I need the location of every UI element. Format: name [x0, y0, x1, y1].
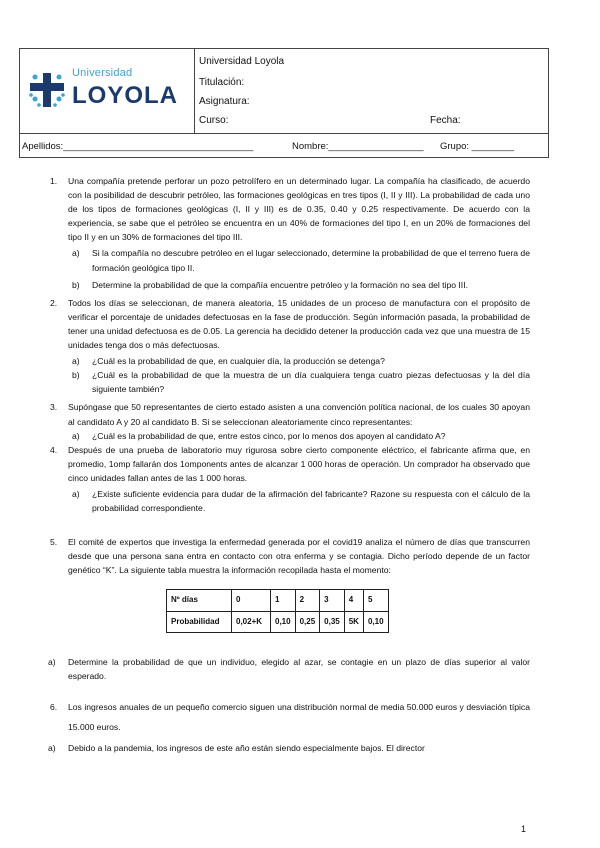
university-name: Universidad Loyola [199, 56, 285, 67]
table-cell: 5 [363, 590, 388, 611]
question-text: Después de una prueba de laboratorio muy rigurosa sobre cierto componente eléctrico, el fabricante afirma que, en promedio, 1omp fallarán dos 1omponents antes de alcanzar 1 000 horas de operación. Un comprador ha observado que cinco unidades fallan antes de las 1 000 horas. [68, 444, 530, 483]
question-4 [44, 443, 530, 485]
table-cell: Nº días [167, 590, 232, 611]
question-number: 4. [50, 444, 58, 455]
sub-text: Si la compañía no descubre petróleo en el lugar seleccionado, determine la probabilidad de que el terreno fuera de formación geológica tipo II. [92, 248, 530, 273]
question-2a [68, 354, 530, 368]
question-6 [44, 697, 530, 737]
probability-table [166, 589, 389, 632]
titulacion-label: Titulación: [199, 77, 245, 88]
grupo-field: Grupo: ________ [440, 141, 514, 152]
table-cell: 5K [344, 611, 363, 632]
table-cell: 2 [295, 590, 320, 611]
table-cell: 4 [344, 590, 363, 611]
table-cell: Probabilidad [167, 611, 232, 632]
table-row [167, 590, 389, 611]
nombre-field: Nombre:__________________ [292, 141, 424, 152]
sub-text: Determine la probabilidad de que la compañía encuentre petróleo y la formación no sea del tipo III. [92, 279, 468, 290]
question-3a [68, 429, 530, 443]
logo-cell [20, 49, 195, 133]
sub-letter: a) [72, 356, 80, 367]
question-1b [68, 278, 530, 292]
sub-text: ¿Existe suficiente evidencia para dudar de la afirmación del fabricante? Razone su respuesta con el cálculo de la probabilidad correspondiente. [92, 488, 530, 514]
table-row [167, 611, 389, 632]
info-cell [194, 49, 548, 133]
table-cell: 0,10 [271, 611, 296, 632]
logo-text-big: LOYOLA [72, 82, 178, 109]
sub-text: Debido a la pandemia, los ingresos de este año están siendo especialmente bajos. El director [68, 742, 425, 753]
student-names-row [20, 133, 548, 159]
sub-letter: a) [48, 656, 56, 667]
page-number: 1 [520, 824, 526, 834]
question-text: Todos los días se seleccionan, de manera aleatoria, 15 unidades de un proceso de manufactura con el propósito de verificar el porcentaje de unidades defectuosas en la fase de producción. Según información pasada, la probabilidad de tener una unidad defectuosa es de 0.05. La gerencia ha decidido detener la producción cada vez que una muestra de 15 unidades tenga dos o más defectuosas. [68, 297, 530, 351]
question-5 [44, 535, 530, 577]
question-number: 6. [50, 701, 58, 712]
sub-text: ¿Cuál es la probabilidad de que la muestra de un día cualquiera tenga cuatro piezas defectuosas y la del día siguiente también? [92, 370, 530, 395]
sub-letter: a) [48, 742, 56, 753]
question-2 [44, 296, 530, 352]
sub-text: Determine la probabilidad de que un individuo, elegido al azar, se contagie en un plazo de días superior al valor esperado. [68, 656, 530, 681]
table-cell: 0,35 [320, 611, 345, 632]
curso-label: Curso: [199, 115, 229, 126]
sub-letter: a) [72, 430, 80, 441]
question-number: 5. [50, 537, 58, 548]
header-table [19, 48, 549, 158]
table-cell: 1 [271, 590, 296, 611]
question-3 [44, 400, 530, 428]
logo-text-small: Universidad [72, 67, 133, 79]
table-cell: 3 [320, 590, 345, 611]
question-4a [68, 487, 530, 515]
sub-letter: a) [72, 488, 80, 499]
fecha-label: Fecha: [430, 115, 461, 126]
question-2b [68, 368, 530, 396]
table-cell: 0,02+K [232, 611, 271, 632]
sub-text: ¿Cuál es la probabilidad de que, en cualquier día, la producción se detenga? [92, 356, 385, 367]
table-cell: 0 [232, 590, 271, 611]
asignatura-label: Asignatura: [199, 96, 250, 107]
question-text: Una compañía pretende perforar un pozo petrolífero en un determinado lugar. La compañía ha clasificado, de acuerdo con la posibilidad de descubrir petróleo, las formaciones geológicas en tres tipos (I, II y III). La probabilidad de cada uno de los tipos de formaciones geológicas (I, II y III) es de 0.35, 0.40 y 0.25 respectivamente. De acuerdo con la experiencia, se sabe que el petróleo se encuentra en un 40% de formaciones del tipo I, en un 20% de formaciones del tipo II y en un 30% de formaciones del tipo III. [68, 176, 530, 243]
question-5a [44, 655, 530, 683]
question-text: El comité de expertos que investiga la enfermedad generada por el covid19 analiza el número de días que transcurren desde que una persona sana entra en contacto con otra enferma y se contagia. Dicho período depende de un factor genético “K”. La siguiente tabla muestra la información recopilada hasta el momento: [68, 537, 530, 576]
sub-letter: b) [72, 279, 80, 290]
table-cell: 0,25 [295, 611, 320, 632]
exam-content [44, 174, 530, 755]
table-cell: 0,10 [363, 611, 388, 632]
sub-letter: b) [72, 370, 80, 381]
loyola-logo-mark [26, 69, 68, 111]
question-text: Supóngase que 50 representantes de cierto estado asisten a una convención política nacional, de los cuales 30 apoyan al candidato A y 20 al candidato B. Si se seleccionan aleatoriamente cinco representantes: [68, 402, 530, 427]
question-text: Los ingresos anuales de un pequeño comercio siguen una distribución normal de media 50.000 euros y desviación típica 15.000 euros. [68, 701, 530, 732]
question-number: 2. [50, 297, 58, 308]
probability-table-wrap [44, 589, 530, 632]
apellidos-field: Apellidos:____________________________________ [22, 141, 254, 152]
question-1a [68, 246, 530, 274]
question-1 [44, 174, 530, 244]
question-number: 3. [50, 402, 58, 413]
question-6a [44, 741, 530, 755]
sub-letter: a) [72, 248, 80, 259]
question-number: 1. [50, 176, 58, 186]
sub-text: ¿Cuál es la probabilidad de que, entre estos cinco, por lo menos dos apoyen al candidato A? [92, 430, 446, 441]
